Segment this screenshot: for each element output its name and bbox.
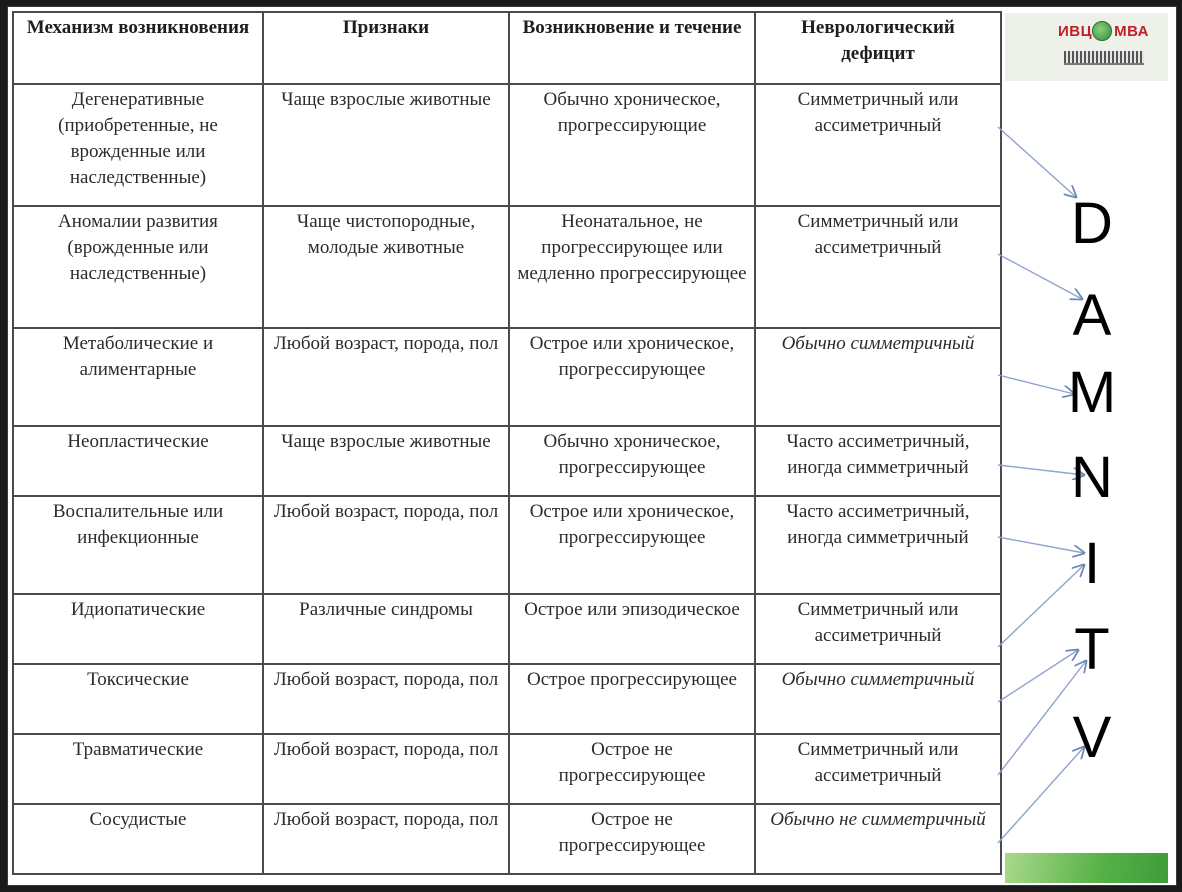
cell-neoplastic-signs: Чаще взрослые животные [263, 426, 509, 496]
decor-green-bar [1005, 853, 1168, 883]
cell-inflammatory-deficit: Часто ассиметричный, иногда симметричный [755, 496, 1001, 594]
cell-idiopathic-mechanism: Идиопатические [13, 594, 263, 664]
cell-inflammatory-mechanism: Воспалительные или инфекционные [13, 496, 263, 594]
cell-anomalies-signs: Чаще чистопородные, молодые животные [263, 206, 509, 328]
cell-idiopathic-deficit: Симметричный или ассиметричный [755, 594, 1001, 664]
cell-anomalies-deficit: Симметричный или ассиметричный [755, 206, 1001, 328]
cell-degenerative-deficit: Симметричный или ассиметричный [755, 84, 1001, 206]
logo-text: ИВЦ МВА [1058, 23, 1149, 40]
cell-inflammatory-onset: Острое или хроническое, прогрессирующее [509, 496, 755, 594]
letter-n: N [1071, 445, 1113, 510]
cell-degenerative-mechanism: Дегенеративные (приобретенные, не врожденные или наследственные) [13, 84, 263, 206]
cell-traumatic-deficit: Симметричный или ассиметричный [755, 734, 1001, 804]
cell-inflammatory-signs: Любой возраст, порода, пол [263, 496, 509, 594]
cell-traumatic-onset: Острое не прогрессирующее [509, 734, 755, 804]
cell-vascular-mechanism: Сосудистые [13, 804, 263, 874]
cell-toxic-signs: Любой возраст, порода, пол [263, 664, 509, 734]
cell-neoplastic-deficit: Часто ассиметричный, иногда симметричный [755, 426, 1001, 496]
header-neuro-deficit: Неврологический дефицит [755, 12, 1001, 84]
cell-neoplastic-mechanism: Неопластические [13, 426, 263, 496]
cell-degenerative-onset: Обычно хроническое, прогрессирующие [509, 84, 755, 206]
cell-metabolic-signs: Любой возраст, порода, пол [263, 328, 509, 426]
cell-degenerative-signs: Чаще взрослые животные [263, 84, 509, 206]
cell-anomalies-onset: Неонатальное, не прогрессирующее или медленно прогрессирующее [509, 206, 755, 328]
letter-d: D [1071, 191, 1113, 256]
letter-t: T [1074, 617, 1110, 682]
cell-neoplastic-onset: Обычно хроническое, прогрессирующее [509, 426, 755, 496]
cell-vascular-deficit: Обычно не симметричный [755, 804, 1001, 874]
letter-i: I [1083, 531, 1101, 596]
cell-toxic-mechanism: Токсические [13, 664, 263, 734]
letter-m: M [1067, 360, 1117, 425]
slide [7, 6, 1177, 886]
header-signs: Признаки [263, 12, 509, 84]
cell-metabolic-onset: Острое или хроническое, прогрессирующее [509, 328, 755, 426]
cell-vascular-signs: Любой возраст, порода, пол [263, 804, 509, 874]
letter-v: V [1072, 705, 1112, 770]
letter-a: A [1072, 283, 1112, 348]
cell-idiopathic-signs: Различные синдромы [263, 594, 509, 664]
header-onset-course: Возникновение и течение [509, 12, 755, 84]
cell-vascular-onset: Острое не прогрессирующее [509, 804, 755, 874]
cell-metabolic-mechanism: Метаболические и алиментарные [13, 328, 263, 426]
cell-metabolic-deficit: Обычно симметричный [755, 328, 1001, 426]
cell-traumatic-mechanism: Травматические [13, 734, 263, 804]
acronym-damnitv [8, 7, 1176, 885]
cell-toxic-deficit: Обычно симметричный [755, 664, 1001, 734]
cell-anomalies-mechanism: Аномалии развития (врожденные или наследственные) [13, 206, 263, 328]
cell-idiopathic-onset: Острое или эпизодическое [509, 594, 755, 664]
cell-traumatic-signs: Любой возраст, порода, пол [263, 734, 509, 804]
header-mechanism: Механизм возникновения [13, 12, 263, 84]
cell-toxic-onset: Острое прогрессирующее [509, 664, 755, 734]
